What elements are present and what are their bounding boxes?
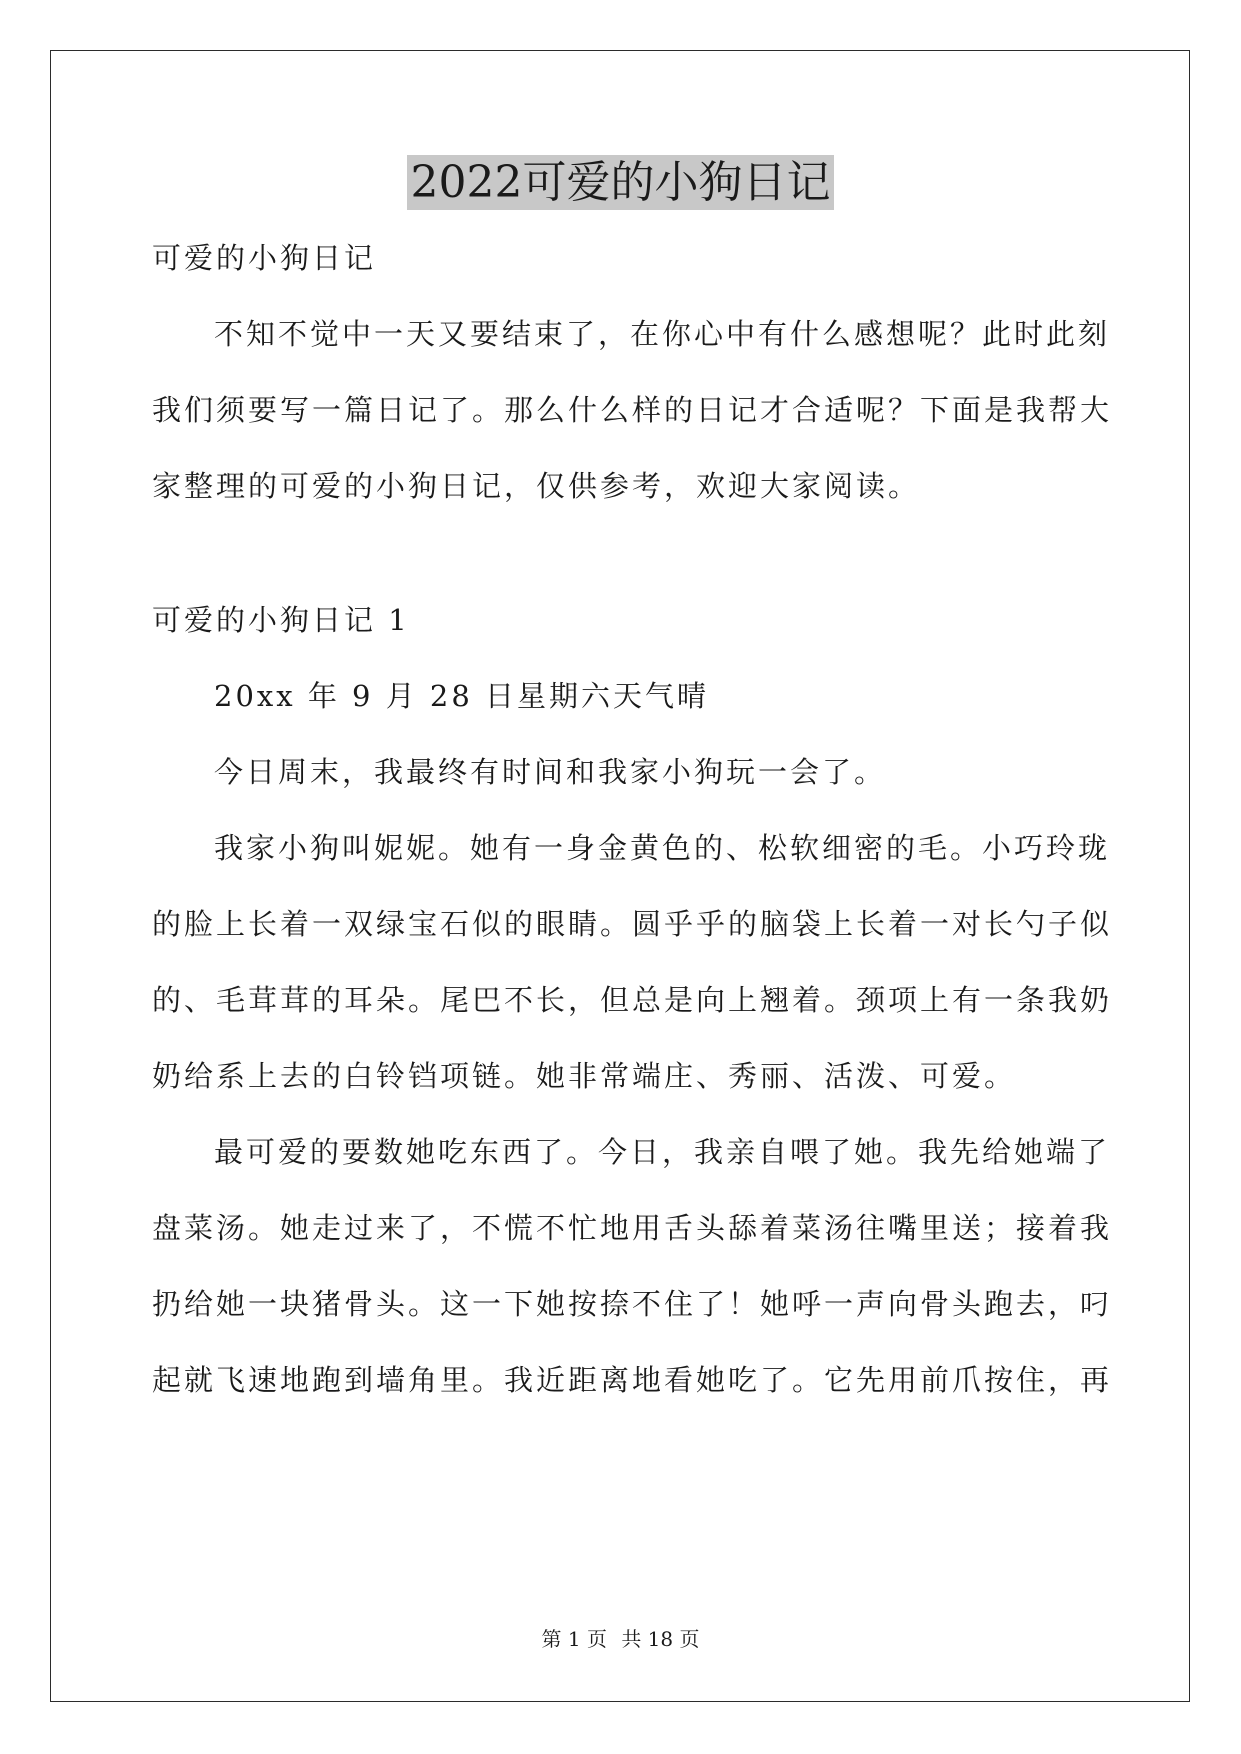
paragraph-line: 不知不觉中一天又要结束了，在你心中有什么感想呢？此时此刻: [214, 317, 1111, 351]
page-footer: [0, 1625, 1241, 1653]
page-total: 共 18 页: [621, 1627, 700, 1651]
date-line: 20xx 年 9 月 28 日星期六天气晴: [214, 679, 710, 713]
paragraph-line: 奶给系上去的白铃铛项链。她非常端庄、秀丽、活泼、可爱。: [152, 1059, 1017, 1093]
paragraph-line: 起就飞速地跑到墙角里。我近距离地看她吃了。它先用前爪按住，再: [152, 1363, 1113, 1397]
section-heading: 可爱的小狗日记 1: [152, 603, 410, 637]
paragraph-line: 我家小狗叫妮妮。她有一身金黄色的、松软细密的毛。小巧玲珑: [214, 831, 1111, 865]
document-title: [0, 153, 1241, 213]
paragraph-line: 我们须要写一篇日记了。那么什么样的日记才合适呢？下面是我帮大: [152, 393, 1113, 427]
page-border: [50, 50, 1190, 1702]
paragraph-line: 扔给她一块猪骨头。这一下她按捺不住了！她呼一声向骨头跑去，叼: [152, 1287, 1113, 1321]
subtitle-line: 可爱的小狗日记: [152, 241, 377, 275]
paragraph-line: 的、毛茸茸的耳朵。尾巴不长，但总是向上翘着。颈项上有一条我奶: [152, 983, 1113, 1017]
paragraph-line: 今日周末，我最终有时间和我家小狗玩一会了。: [214, 755, 887, 789]
paragraph-line: 家整理的可爱的小狗日记，仅供参考，欢迎大家阅读。: [152, 469, 921, 503]
paragraph-line: 最可爱的要数她吃东西了。今日，我亲自喂了她。我先给她端了: [214, 1135, 1111, 1169]
paragraph-line: 盘菜汤。她走过来了，不慌不忙地用舌头舔着菜汤往嘴里送；接着我: [152, 1211, 1113, 1245]
page-number: 第 1 页: [541, 1627, 607, 1651]
document-title-text: 2022可爱的小狗日记: [407, 155, 835, 210]
paragraph-line: 的脸上长着一双绿宝石似的眼睛。圆乎乎的脑袋上长着一对长勺子似: [152, 907, 1113, 941]
